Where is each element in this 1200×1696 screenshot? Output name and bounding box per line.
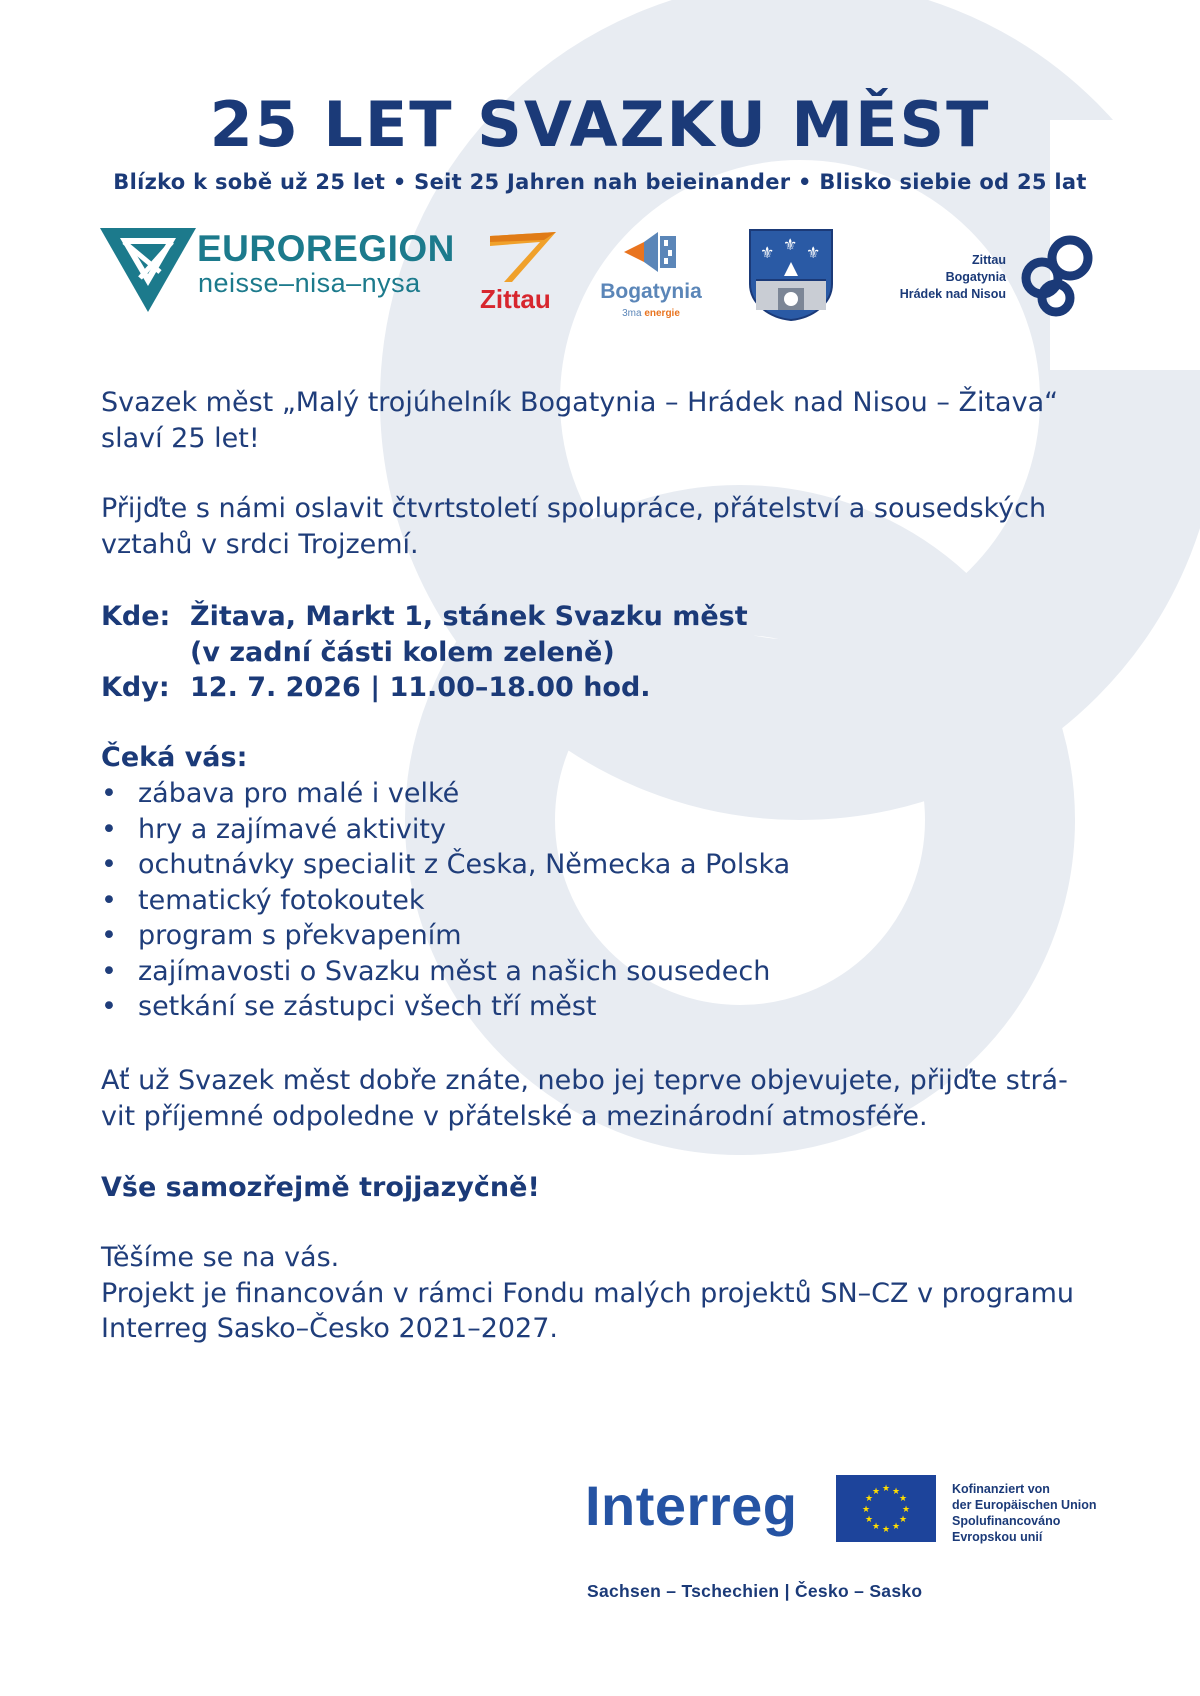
events-list [101,776,790,1025]
text-line: Projekt je financován v rámci Fondu malých projektů SN–CZ v programu [101,1277,1075,1309]
text-line: der Europäischen Union [952,1498,1097,1512]
svg-text:★: ★ [864,1494,874,1504]
euroregion-logo [100,228,455,316]
text-line: vit příjemné odpoledne v přátelské a mezinárodní atmosféře. [101,1100,928,1132]
triangle-town: Zittau [971,253,1006,267]
text-line: Svazek měst „Malý trojúhelník Bogatynia – Hrádek nad Nisou – Žitava“ [101,387,1059,418]
text-line: Těšíme se na vás. [101,1242,340,1273]
when-label: Kdy: [101,672,170,703]
eu-cofinancing-text [952,1481,1096,1545]
bogatynia-tagline-highlight: energie [644,308,680,319]
interreg-program-line: Sachsen – Tschechien | Česko – Sasko [587,1581,923,1601]
where-row [101,599,748,635]
bogatynia-name: Bogatynia [600,280,702,303]
invite-paragraph [101,491,1111,562]
list-item [101,847,790,883]
eu-flag-icon [836,1475,936,1542]
bogatynia-logo [592,228,712,326]
text-line: Interreg Sasko–Česko 2021–2027. [101,1313,558,1344]
where-label: Kde: [101,601,171,632]
bullet: • [101,778,117,809]
text-line: Ať už Svazek měst dobře znáte, nebo jej teprve objevujete, přijďte strá- [101,1065,1068,1096]
bullet: • [101,991,117,1022]
list-item-text: program s překvapením [138,920,462,951]
list-item [101,812,790,848]
svg-text:★: ★ [898,1515,908,1525]
svg-text:★: ★ [864,1515,874,1525]
trilingual-subtitle: Blízko k sobě už 25 let • Seit 25 Jahren nah beieinander • Blisko siebie od 25 lat [113,170,1087,194]
svg-text:★: ★ [881,1525,891,1535]
where-row-continued [101,635,748,671]
bullet: • [101,884,117,916]
list-item [101,883,790,919]
where-value-line: (v zadní části kolem zeleně) [190,636,615,668]
page-title: 25 LET SVAZKU MĚST [209,88,991,161]
list-item-text: zábava pro malé i velké [138,778,460,809]
svg-text:★: ★ [891,1522,901,1532]
city-crest-icon [748,228,834,322]
zittau-swoosh-icon [482,228,562,284]
triangle-town: Bogatynia [945,270,1006,284]
list-item [101,918,790,954]
list-item [101,989,790,1025]
events-heading: Čeká vás: [101,742,248,773]
when-value: 12. 7. 2026 | 11.00–18.00 hod. [190,672,651,703]
svg-text:★: ★ [901,1505,911,1515]
list-item-text: zajímavosti o Svazku měst a našich sousedech [138,955,771,987]
svg-text:★: ★ [891,1487,901,1497]
where-value-line: Žitava, Markt 1, stánek Svazku měst [190,601,748,632]
triangle-knot-icon [1018,234,1098,318]
bullet: • [101,813,117,845]
text-line: vztahů v srdci Trojzemí. [101,528,419,560]
triangle-town: Hrádek nad Nisou [899,287,1006,301]
intro-paragraph [101,385,1111,456]
bullet: • [101,920,117,951]
event-details [101,599,748,706]
euroregion-name: EUROREGION [197,228,455,269]
text-line: Spolufinancováno [952,1514,1061,1528]
text-line: Přijďte s námi oslavit čtvrtstoletí spolupráce, přátelství a sousedských [101,493,1047,524]
svg-text:★: ★ [881,1484,891,1494]
when-row [101,670,748,706]
text-line: Kofinanziert von [952,1482,1050,1496]
bogatynia-tagline [594,308,708,319]
text-line: slaví 25 let! [101,422,260,454]
svg-text:★: ★ [871,1522,881,1532]
euroregion-emblem-icon [100,228,196,316]
svg-text:⚜: ⚜ [783,235,798,254]
svg-text:★: ★ [871,1487,881,1497]
small-triangle-logo [872,234,1102,320]
label-spacer [101,635,190,671]
interreg-logo-text: Interreg [585,1474,798,1537]
svg-text:★: ★ [861,1505,871,1515]
svg-text:★: ★ [898,1494,908,1504]
bullet: • [101,849,117,880]
list-item [101,776,790,812]
list-item-text: tematický fotokoutek [138,884,425,916]
list-item [101,954,790,990]
text-line: Evropskou unií [952,1530,1043,1544]
triangle-town-names [872,252,1006,303]
closing-paragraph [101,1063,1111,1134]
bogatynia-emblem-icon [622,228,682,276]
svg-text:⚜: ⚜ [760,243,775,262]
list-item-text: setkání se zástupci všech tří měst [138,991,597,1022]
zittau-logo [478,228,568,320]
bogatynia-tagline-prefix: 3ma [622,308,645,319]
trilingual-note: Vše samozřejmě trojjazyčně! [101,1172,540,1203]
bullet: • [101,955,117,987]
euroregion-subtitle: neisse–nisa–nysa [198,268,421,298]
list-item-text: hry a zajímavé aktivity [138,813,446,845]
farewell-paragraph [101,1240,1111,1347]
list-item-text: ochutnávky specialit z Česka, Německa a Polska [138,849,791,880]
zittau-name: Zittau [480,284,551,314]
svg-text:⚜: ⚜ [806,243,821,262]
